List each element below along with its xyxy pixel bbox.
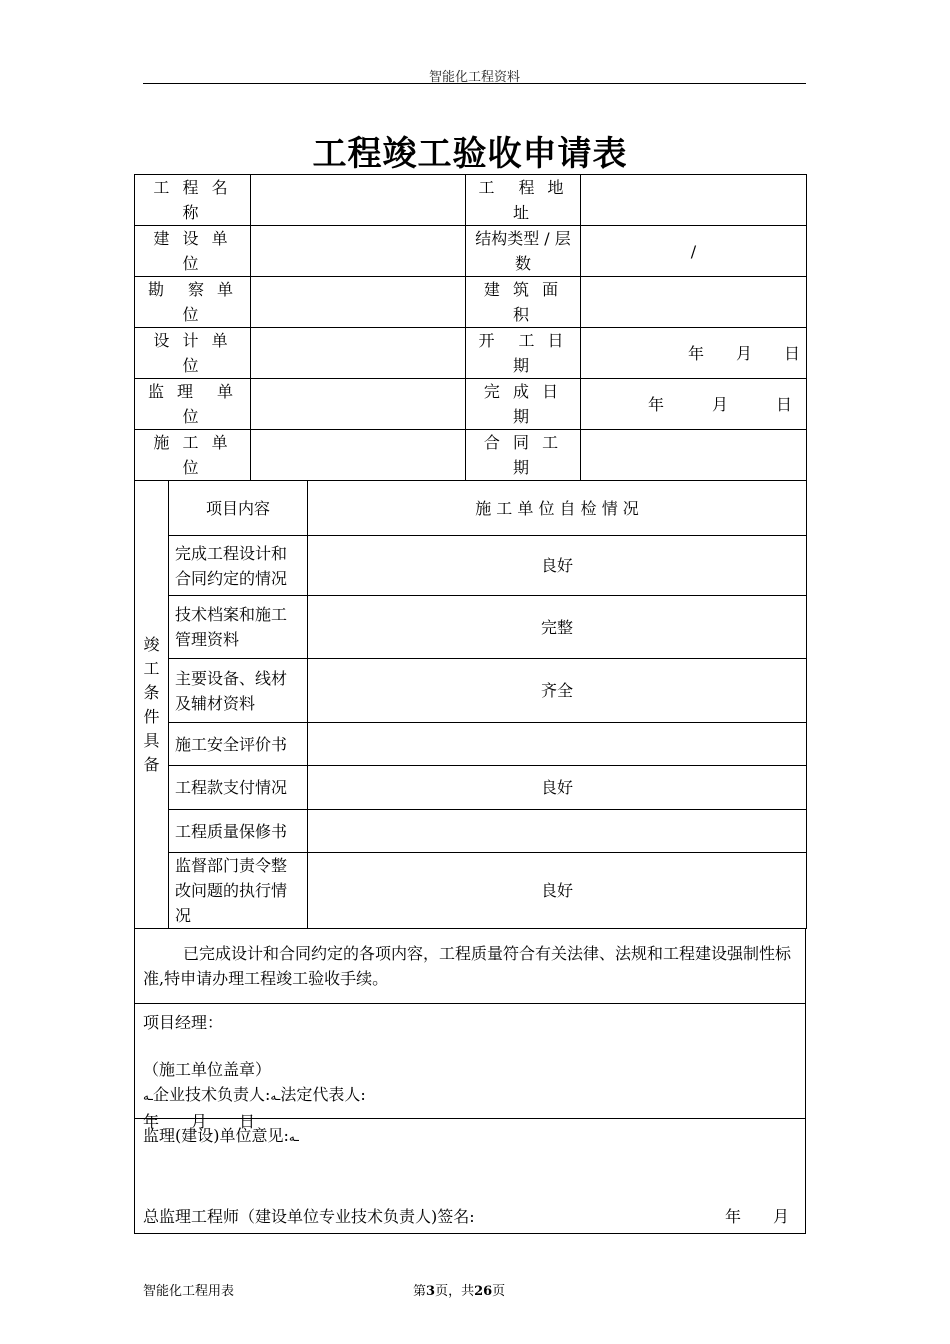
condition-status[interactable]: 完整 xyxy=(308,596,807,659)
supervision-opinion-label: 监理(建设)单位意见: xyxy=(143,1126,289,1145)
signature-mark: ـه xyxy=(270,1089,281,1103)
footer-form-label: 智能化工程用表 xyxy=(143,1284,235,1299)
condition-status[interactable] xyxy=(308,723,807,766)
structure-type-label: 结构类型 / 层数 xyxy=(466,226,581,277)
condition-status[interactable]: 良好 xyxy=(308,853,807,929)
total-pages: 26 xyxy=(474,1284,493,1299)
client-unit-label: 建 设 单 位 xyxy=(135,226,251,277)
info-row xyxy=(135,328,807,379)
signature-mark: ـه xyxy=(143,1089,153,1103)
condition-status[interactable]: 良好 xyxy=(308,536,807,596)
document-title: 工程竣工验收申请表 xyxy=(312,134,628,174)
supervision-date: 年 月 xyxy=(724,1207,789,1226)
conditions-header-row xyxy=(135,481,807,536)
building-area-label: 建 筑 面 积 xyxy=(466,277,581,328)
tech-lead-label: 企业技术负责人: xyxy=(152,1085,271,1104)
project-name-value[interactable] xyxy=(251,175,466,226)
legal-rep-label: 法定代表人: xyxy=(280,1085,366,1104)
supervision-unit-value[interactable] xyxy=(251,379,466,430)
self-check-column-header: 施 工 单 位 自 检 情 况 xyxy=(308,481,807,536)
condition-item: 完成工程设计和合同约定的情况 xyxy=(169,536,308,596)
project-address-label: 工 程 地 址 xyxy=(466,175,581,226)
design-unit-label: 设 计 单 位 xyxy=(135,328,251,379)
design-unit-value[interactable] xyxy=(251,328,466,379)
signature-line xyxy=(143,1082,797,1109)
contractor-sign-block xyxy=(134,1004,806,1131)
supervision-opinion-line xyxy=(143,1123,797,1150)
condition-item: 技术档案和施工管理资料 xyxy=(169,596,308,659)
condition-row xyxy=(135,536,807,596)
condition-row xyxy=(135,853,807,929)
condition-row xyxy=(135,596,807,659)
seal-label: （施工单位盖章） xyxy=(143,1060,272,1079)
header-divider xyxy=(143,83,806,84)
survey-unit-value[interactable] xyxy=(251,277,466,328)
condition-item: 主要设备、线材及辅材资料 xyxy=(169,659,308,723)
contract-period-label: 合 同 工 期 xyxy=(466,430,581,481)
chief-supervisor-signature-label: 总监理工程师（建设单位专业技术负责人)签名: xyxy=(143,1207,475,1226)
condition-status[interactable]: 良好 xyxy=(308,766,807,810)
construction-unit-value[interactable] xyxy=(251,430,466,481)
project-info-table xyxy=(134,174,807,481)
condition-row xyxy=(135,766,807,810)
structure-type-value[interactable]: / xyxy=(581,226,807,277)
info-row xyxy=(135,175,807,226)
supervision-unit-label: 监 理 单 位 xyxy=(135,379,251,430)
condition-row xyxy=(135,810,807,853)
info-row xyxy=(135,379,807,430)
page-number: 第3页，共26页 xyxy=(413,1284,506,1299)
condition-status[interactable]: 齐全 xyxy=(308,659,807,723)
supervision-opinion-block xyxy=(134,1119,806,1234)
condition-row xyxy=(135,723,807,766)
building-area-value[interactable] xyxy=(581,277,807,328)
conditions-side-label: 竣工条件具备 xyxy=(135,481,169,929)
construction-unit-label: 施 工 单 位 xyxy=(135,430,251,481)
info-row xyxy=(135,277,807,328)
application-form xyxy=(134,174,806,1234)
completion-date-label: 完 成 日 期 xyxy=(466,379,581,430)
project-manager-label: 项目经理： xyxy=(143,1013,224,1032)
start-date-value[interactable]: 年 月 日 xyxy=(581,328,807,379)
completion-date-value[interactable]: 年 月 日 xyxy=(581,379,807,430)
condition-item: 施工安全评价书 xyxy=(169,723,308,766)
condition-item: 监督部门责令整改问题的执行情况 xyxy=(169,853,308,929)
current-page: 3 xyxy=(426,1284,436,1299)
start-date-label: 开 工 日 期 xyxy=(466,328,581,379)
chief-supervisor-line xyxy=(143,1204,789,1229)
contract-period-value[interactable] xyxy=(581,430,807,481)
page-header: 智能化工程资料 xyxy=(428,70,520,85)
info-row xyxy=(135,226,807,277)
item-column-header: 项目内容 xyxy=(169,481,308,536)
info-row xyxy=(135,430,807,481)
completion-conditions-table xyxy=(134,480,807,929)
condition-item: 工程款支付情况 xyxy=(169,766,308,810)
condition-row xyxy=(135,659,807,723)
condition-item: 工程质量保修书 xyxy=(169,810,308,853)
condition-status[interactable] xyxy=(308,810,807,853)
application-statement: 已完成设计和合同约定的各项内容，工程质量符合有关法律、法规和工程建设强制性标准,特申请办理工程竣工验收手续。 xyxy=(134,929,806,1004)
sign-date: 年 月 日 xyxy=(143,1112,256,1131)
project-address-value[interactable] xyxy=(581,175,807,226)
project-name-label: 工 程 名 称 xyxy=(135,175,251,226)
client-unit-value[interactable] xyxy=(251,226,466,277)
signature-mark: ـه xyxy=(288,1130,299,1144)
survey-unit-label: 勘 察 单 位 xyxy=(135,277,251,328)
